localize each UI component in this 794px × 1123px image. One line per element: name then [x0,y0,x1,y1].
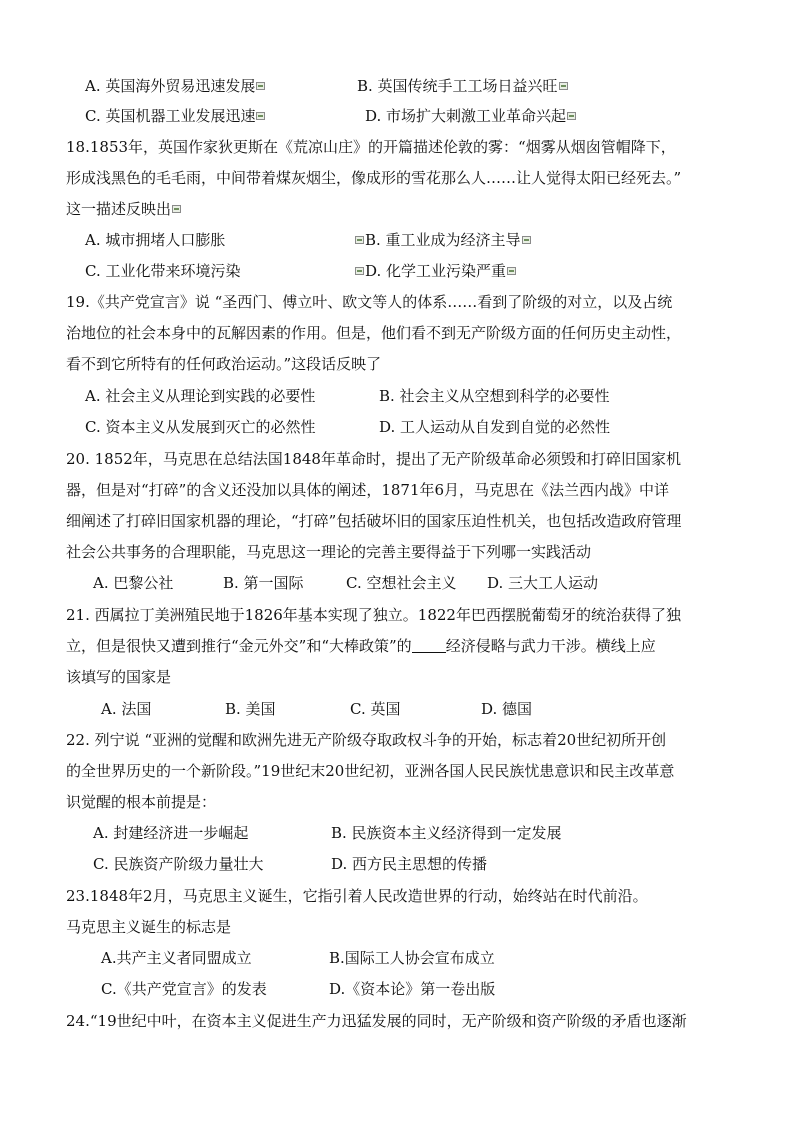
q23-option-a: A.共产主义者同盟成立 [101,949,252,967]
inline-image-icon [355,236,364,244]
q17-option-d: D. 市场扩大刺激工业革命兴起 [365,106,577,126]
q23-option-d: D.《资本论》第一卷出版 [329,980,496,998]
q23-option-c: C.《共产党宣言》的发表 [101,980,267,998]
q21-option-c: C. 英国 [350,700,401,718]
q17-option-c: C. 英国机器工业发展迅速 [85,106,266,126]
q19-option-a: A. 社会主义从理论到实践的必要性 [85,387,316,405]
inline-image-icon [256,112,265,120]
q23-option-b: B.国际工人协会宣布成立 [329,949,495,967]
q22-option-b: B. 民族资本主义经济得到一定发展 [331,824,562,842]
inline-image-icon [256,82,265,90]
inline-image-icon [522,236,531,244]
inline-image-icon [559,82,568,90]
inline-image-icon [172,205,181,213]
q21-option-d: D. 德国 [481,700,533,718]
q21-option-a: A. 法国 [101,700,152,718]
q19-option-b: B. 社会主义从空想到科学的必要性 [379,387,610,405]
q17-option-a: A. 英国海外贸易迅速发展 [85,76,266,96]
q17-option-b: B. 英国传统手工工场日益兴旺 [357,76,569,96]
q18-option-b: B. 重工业成为经济主导 [354,230,532,250]
inline-image-icon [355,267,364,275]
q20-option-d: D. 三大工人运动 [487,574,599,592]
inline-image-icon [507,267,516,275]
exam-page: A. 英国海外贸易迅速发展 B. 英国传统手工工场日益兴旺 C. 英国机器工业发展迅速 D. 市场扩大刺激工业革命兴起 18.1853年，英国作家狄更斯在《荒凉山庄》的开篇描述伦敦的雾：“烟雾从烟囱管帽降下， 形成浅黑色的毛毛雨，中间带着煤灰烟尘，像成形的雪花那么人……让人觉得太阳已经死去。” 这一描述反映出 A. 城市拥堵人口膨胀 B. 重工业成为经济主导 C. 工业化带来环境污染 D. 化学工业污染严重 19.《共产党宣言》说 “圣西门、傅立叶、欧文等人的体系……看到了阶级的对立，以及占统 治地位的社会本身中的瓦解因素的作用。但是，他们看不到无产阶级方面的任何历史主动性， 看不到它所特有的任何政治运动。”这段话反映了 A. 社会主义从理论到实践的必要性 B. 社会主义从空想到科学的必要性 C. 资本主义从发展到灭亡的必然性 D. 工人运动从自发到自觉的必然性 20. 1852年，马克思在总结法国1848年革命时，提出了无产阶级革命必须毁和打碎旧国家机 器，但是对“打碎”的含义还没加以具体的阐述，1871年6月，马克思在《法兰西内战》中详 细阐述了打碎旧国家机器的理论，“打碎”包括破坏旧的国家压迫性机关，也包括改造政府管理 社会公共事务的合理职能，马克思这一理论的完善主要得益于下列哪一实践活动 A. 巴黎公社 B. 第一国际 C. 空想社会主义 D. 三大工人运动 21. 西属拉丁美洲殖民地于1826年基本实现了独立。1822年巴西摆脱葡萄牙的统治获得了独 立，但是很快又遭到推行“金元外交”和“大棒政策”的 经济侵略与武力干涉。横线上应 该填写的国家是 A. 法国 B. 美国 C. 英国 D. 德国 22. 列宁说 “亚洲的觉醒和欧洲先进无产阶级夺取政权斗争的开始，标志着20世纪初所开创 的全世界历史的一个新阶段。”19世纪末20世纪初，亚洲各国人民民族忧患意识和民主改革意 识觉醒的根本前提是： A. 封建经济进一步崛起 B. 民族资本主义经济得到一定发展 C. 民族资产阶级力量壮大 D. 西方民主思想的传播 23.1848年2月，马克思主义诞生，它指引着人民改造世界的行动，始终站在时代前沿。 马克思主义诞生的标志是 A.共产主义者同盟成立 B.国际工人协会宣布成立 C.《共产党宣言》的发表 D.《资本论》第一卷出版 24.“19世纪中叶，在资本主义促进生产力迅猛发展的同时，无产阶级和资产阶级的矛盾也逐渐 [66,77,687,1030]
q20-option-a: A. 巴黎公社 [93,574,174,592]
q19-option-c: C. 资本主义从发展到灭亡的必然性 [85,418,316,436]
q18-option-c: C. 工业化带来环境污染 [85,262,241,280]
q18-option-d: D. 化学工业污染严重 [354,261,517,281]
q22-option-d: D. 西方民主思想的传播 [331,855,488,873]
q18-option-a: A. 城市拥堵人口膨胀 [85,231,226,249]
q20-option-b: B. 第一国际 [223,574,304,592]
fill-in-blank [412,638,446,653]
inline-image-icon [567,112,576,120]
q20-option-c: C. 空想社会主义 [346,574,457,592]
q19-option-d: D. 工人运动从自发到自觉的必然性 [379,418,611,436]
q22-option-c: C. 民族资产阶级力量壮大 [93,855,264,873]
q21-option-b: B. 美国 [225,700,276,718]
q22-option-a: A. 封建经济进一步崛起 [93,824,249,842]
